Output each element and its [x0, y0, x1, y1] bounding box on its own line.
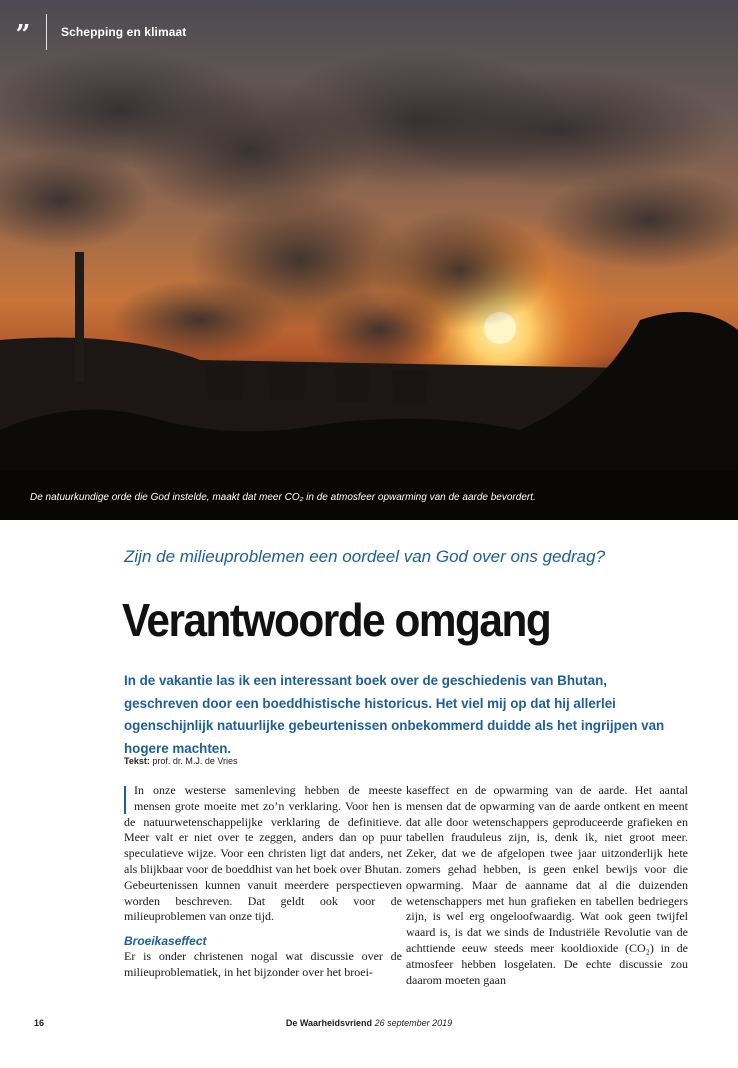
body-paragraph: kaseffect en de opwarming van de aarde. Het aantal mensen dat de opwarming van de aarde ontkent en meent dat alle door wetenschappers geproduceerde grafieken en tabellen frauduleus zijn, is, denk ik, niet groot meer. Zeker, dat we de afgelopen twee jaar uitzonderlijk hete zomers gehad hebben, is geen enkel bewijs voor die opwarming. Maar de aanname dat al die duizenden wetenschappers met hun grafieken en tabellen bedriegers zijn, is wel erg ongeloofwaardig. Wat ook geen twijfel waard is, is dat we sinds de Industriële Revolutie van de achttiende eeuw steeds meer kooldioxide (CO₂) in de atmosfeer hebben losgelaten. De echte discussie zou daarom moeten gaan — [406, 783, 688, 987]
power-plant-sunset-photo — [0, 0, 738, 520]
body-paragraph: Er is onder christenen nogal wat discussie over de milieuproblematiek, in het bijzonder over het broei- — [124, 949, 402, 979]
article-title: Verantwoorde omgang — [122, 594, 551, 646]
section-divider — [46, 14, 47, 50]
article-kicker: Zijn de milieuproblemen een oordeel van God over ons gedrag? — [124, 547, 606, 566]
article-lead: In de vakantie las ik een interessant boek over de geschiedenis van Bhutan, geschreven door een boeddhistische historicus. Het viel mij op dat hij allerlei ogenschijnlijk natuurlijke gebeurtenissen onbekommerd duidde als het ingrijpen van hogere machten. — [124, 673, 665, 756]
byline-author: prof. dr. M.J. de Vries — [152, 756, 238, 766]
byline-label: Tekst: — [124, 756, 150, 766]
hero-photo — [0, 0, 738, 520]
section-label: Schepping en klimaat — [61, 25, 187, 39]
byline — [124, 756, 238, 766]
body-column-2 — [406, 783, 688, 988]
page-number: 16 — [34, 1018, 45, 1028]
smoke-plumes — [0, 50, 738, 370]
issue-date: 26 september 2019 — [374, 1018, 453, 1028]
subhead: Broeikaseffect — [124, 934, 207, 949]
section-header — [0, 14, 186, 50]
quote-mark-icon: ” — [15, 20, 31, 50]
footer-publication — [0, 1018, 738, 1028]
body-paragraph: In onze westerse samenleving hebben de meeste mensen grote moeite met zo’n verklaring. Voor hen is de natuurwetenschappelijke verklaring de definitieve. Meer valt er niet over te zeggen, anders dan op puur speculatieve wijze. Voor een christen ligt dat anders, net als blijkbaar voor de boeddhist van het boek over Bhutan. Gebeurtenissen kunnen vanuit meerdere perspectieven worden beschreven. Dat geldt ook voor de milieuproblemen van onze tijd. — [124, 783, 402, 924]
photo-caption: De natuurkundige orde die God instelde, maakt dat meer CO₂ in de atmosfeer opwarming van de aarde bevordert. — [30, 492, 536, 503]
body-column-1 — [124, 783, 402, 981]
chimney — [75, 252, 84, 382]
magazine-name: De Waarheidsvriend — [285, 1018, 373, 1028]
dropcap-rule — [124, 786, 126, 814]
